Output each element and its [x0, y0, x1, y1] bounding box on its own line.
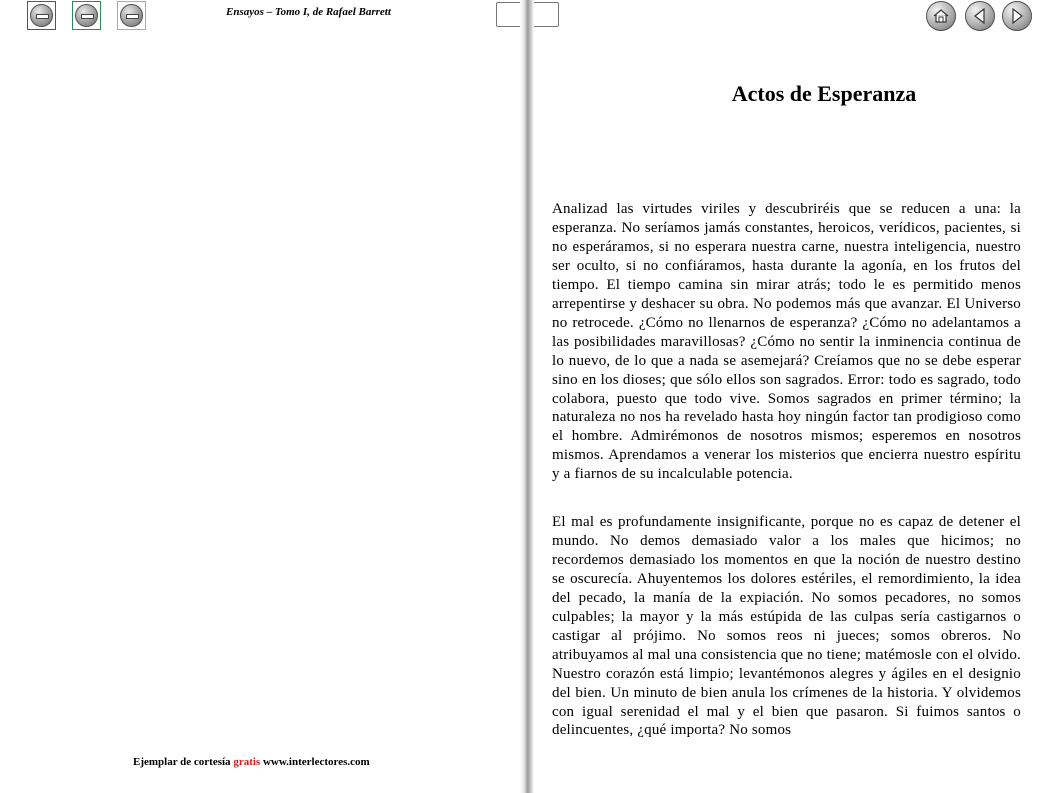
- minus-button-green[interactable]: [72, 1, 101, 30]
- footer: [133, 756, 370, 768]
- chapter-title: Actos de Esperanza: [731, 81, 917, 106]
- paragraph-1: Analizad las virtudes viriles y descubriréis que se reducen a una: la esperanza. No seríamos jamás constantes, heroicos, verídicos, pacientes, si no esperáramos, si no esperara nuestra carne, nuestra inteligencia, nuestro ser oculto, si no confiáramos, hasta durante la agonía, en los frutos del tiempo. El tiempo camina sin mirar atrás; todo le es permitido menos arrepentirse y deshacer su obra. No podemos más que avanzar. El Universo no retrocede. ¿Cómo no llenarnos de esperanza? ¿Cómo no adelantamos a las posibilidades maravillosas? ¿Cómo no sentir la inminencia continua de lo nuevo, de lo que a nada se asemejará? Creíamos que no se debe esperar sino en los dioses; que sólo ellos son sagrados. Error: todo es sagrado, todo colabora, puesto que todo vive. Somos sagrados en primer término; la naturaleza no nos ha revelado hasta hoy ningún factor tan prodigioso como el hombre. Admirémonos de nosotros mismos; esperemos en nosotros mismos. Aprendamos a venerar los misterios que encierra nuestro espíritu y a fiarnos de su incalculable potencia.: [552, 201, 1021, 483]
- next-page-button[interactable]: [1002, 1, 1032, 31]
- home-button[interactable]: [926, 1, 956, 31]
- book-spine: [520, 0, 534, 793]
- minus-button-yellow[interactable]: [117, 1, 146, 30]
- home-icon: [926, 1, 956, 31]
- paragraph-2: El mal es profundamente insignificante, porque no es capaz de detener el mundo. No demos demasiado valor a los males que hicimos; no recordemos demasiado los momentos en que la noción de nuestro destino se oscurecía. Ahuyentemos los dolores estériles, el remordimiento, la idea del pecado, la manía de la expiación. No somos pecadores, no somos culpables; la mayor y la más estúpida de las culpas sería castigarnos o castigar al prójimo. No somos reos ni jueces; somos obreros. No atribuyamos al mal una consistencia que no tiene; matémosle con el olvido. Nuestro corazón está limpio; levantémonos alegres y ágiles en el designio del bien. Un minuto de bien anula los crímenes de la historia. Y olvidemos con igual serenidad el mal y el bien que pasaron. Si fuimos santos o delincuentes, ¿qué importa? No somos: [552, 514, 1021, 739]
- minus-icon: [30, 4, 53, 27]
- right-page: [534, 0, 1058, 793]
- footer-prefix: Ejemplar de cortesía: [133, 756, 231, 768]
- arrow-right-icon: [1002, 1, 1032, 31]
- footer-gratis[interactable]: gratis: [233, 756, 261, 768]
- footer-site[interactable]: www.interlectores.com: [262, 756, 370, 768]
- previous-page-button[interactable]: [965, 1, 995, 31]
- left-page: [0, 0, 520, 793]
- minus-button-red[interactable]: [27, 1, 56, 30]
- minus-icon: [75, 4, 98, 27]
- book-title: Ensayos – Tomo I, de Rafael Barrett: [226, 6, 391, 18]
- minus-icon: [120, 4, 143, 27]
- arrow-left-icon: [965, 1, 995, 31]
